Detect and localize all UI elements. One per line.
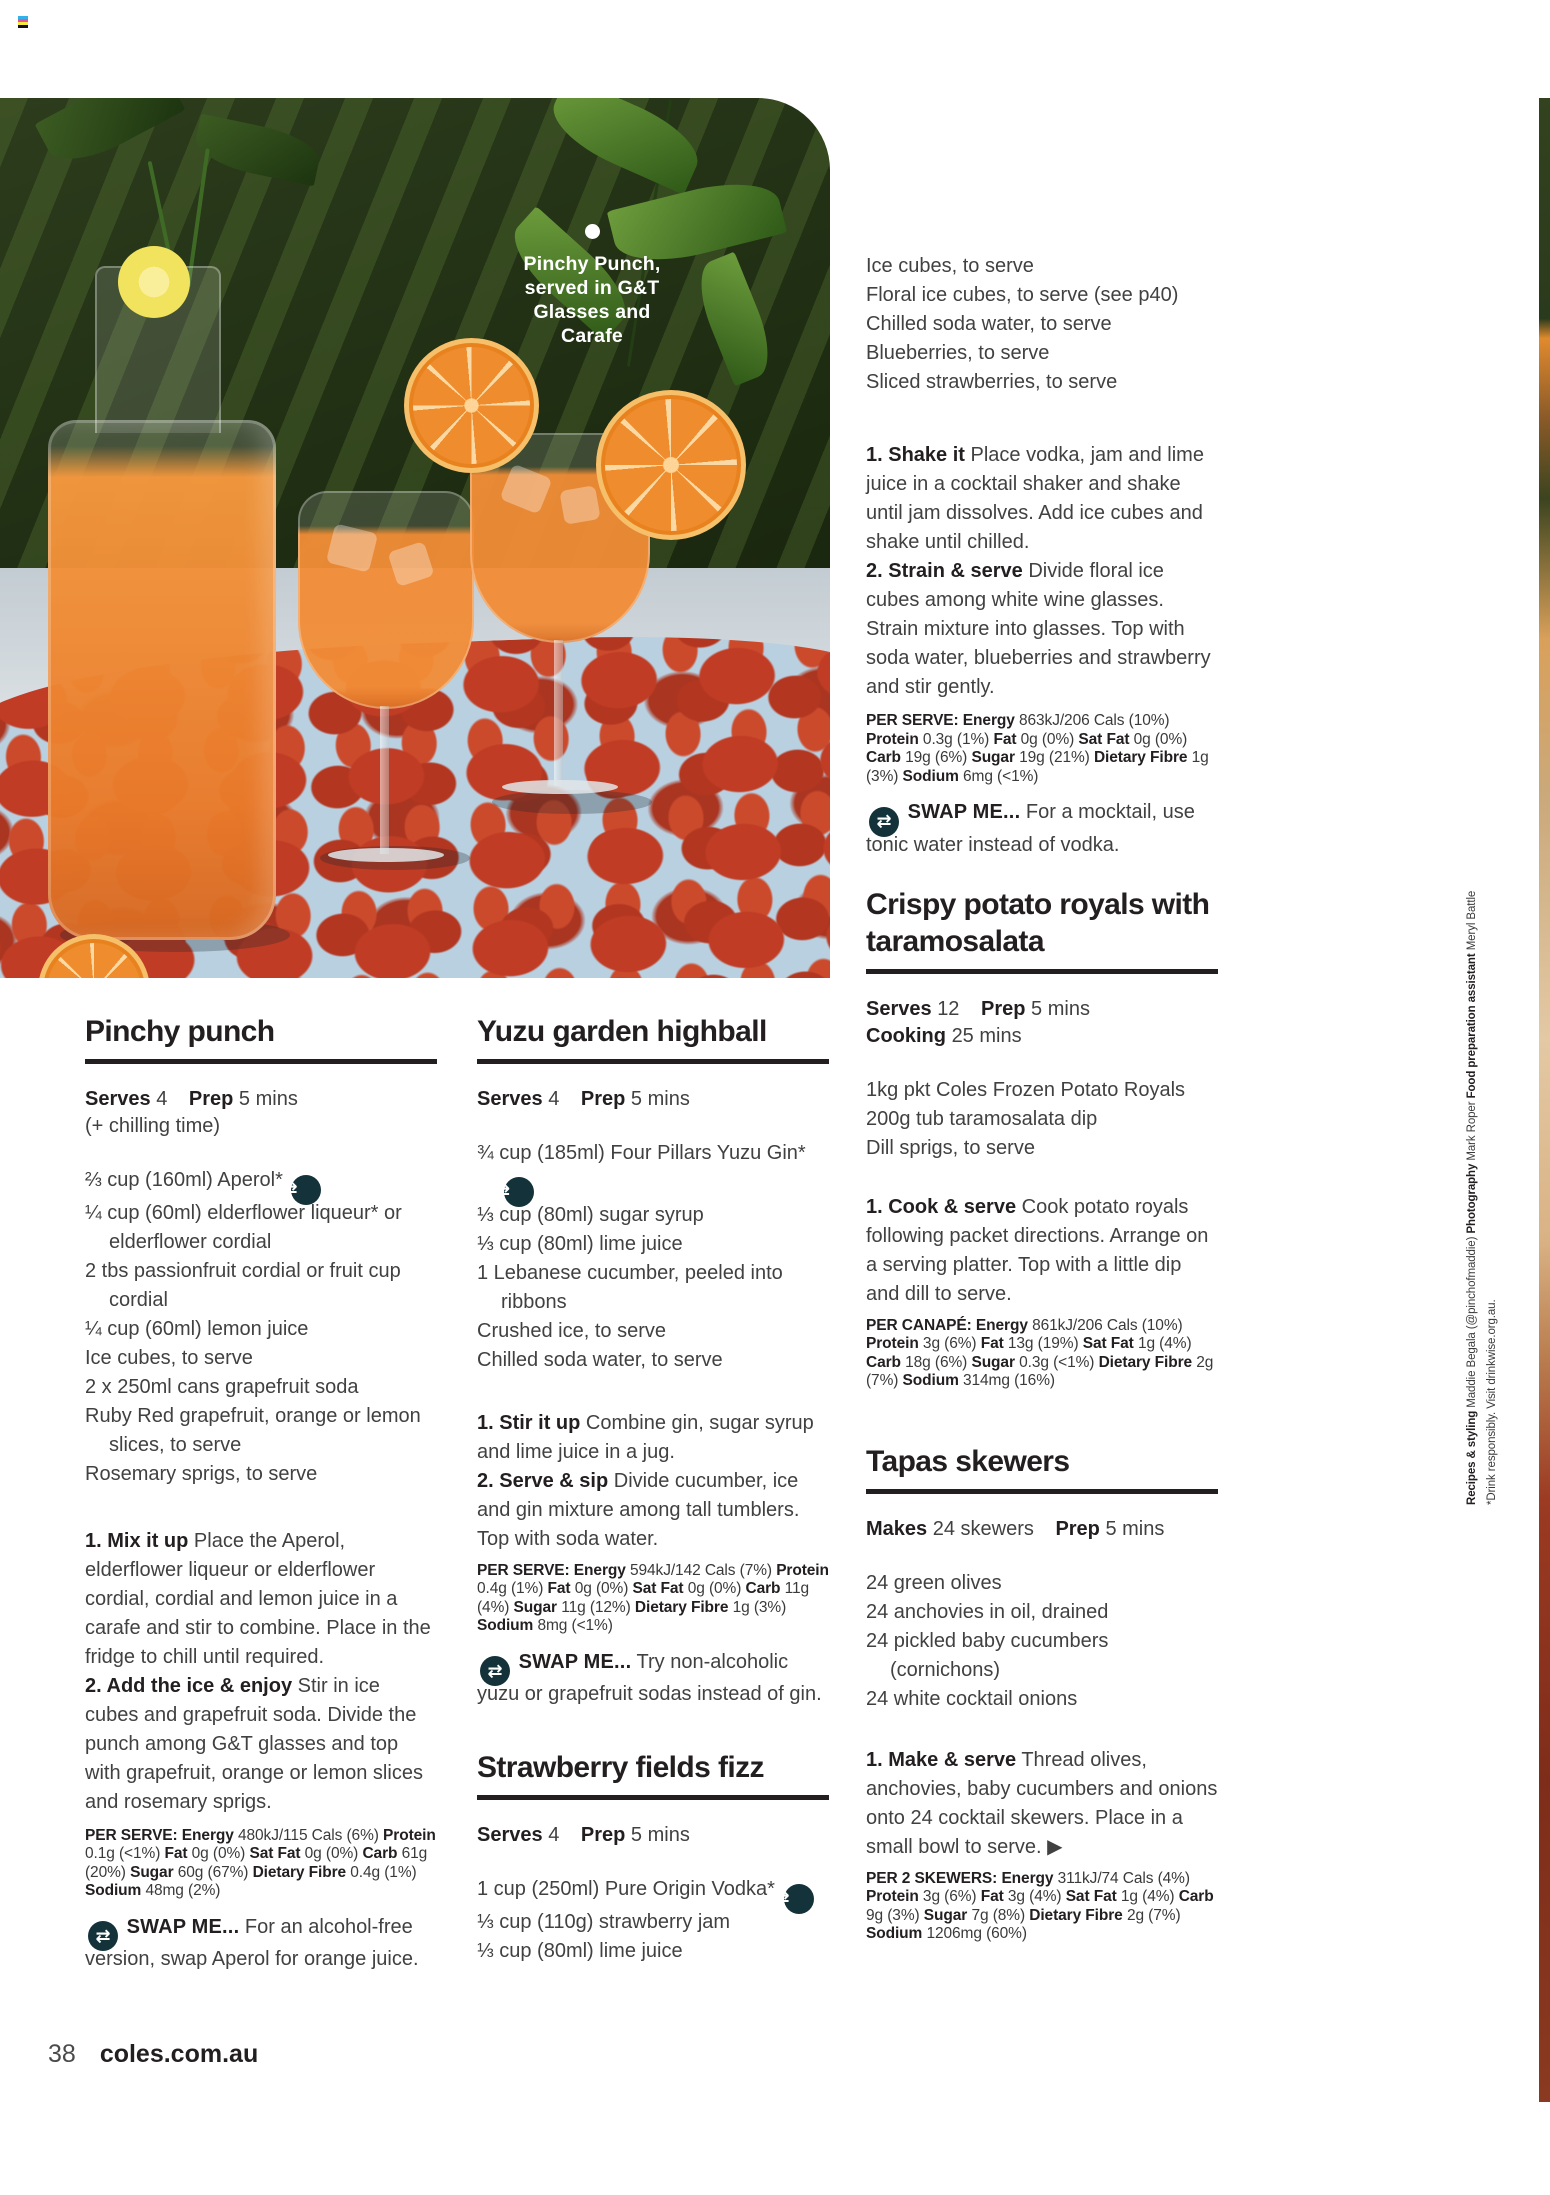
ingredient-text: ⅓ cup (80ml) lime juice [477, 1939, 683, 1962]
nutrition-value: 3g (4%) [1007, 1888, 1062, 1905]
swap-note-pinchy [85, 1913, 437, 1975]
nutrition-label: PER SERVE: Energy [866, 712, 1015, 729]
registration-stripe-black [18, 25, 28, 28]
ingredient [866, 1685, 1218, 1714]
nutrition-label: Sugar [130, 1863, 174, 1881]
nutrition-value: 1g (4%) [1120, 1888, 1175, 1905]
ingredient-text: Chilled soda water, to serve [477, 1348, 723, 1371]
step-text: Place vodka, jam and lime juice in a cocktail shaker and shake until jam dissolves. Add ice cubes and shake until chilled. [866, 444, 1204, 553]
swap-label: SWAP ME... [126, 1915, 240, 1938]
meta-value: 5 mins [238, 1088, 298, 1110]
step-text: Place the Aperol, elderflower liqueur or elderflower cordial, cordial and lemon juice in a carafe and stir to combine. Place in the fridge to chill until required. [85, 1529, 431, 1668]
meta-value: 4 [548, 1088, 560, 1110]
nutrition-label: Sat Fat [1065, 1888, 1117, 1905]
ingredient [866, 252, 1218, 281]
meta-value: 25 mins [951, 1024, 1022, 1047]
credits-vertical [1462, 891, 1502, 1505]
meta-label: Serves [85, 1088, 151, 1110]
ingredient [866, 1105, 1218, 1134]
meta-value: 24 skewers [932, 1517, 1034, 1540]
recipe-title-strawberry: Strawberry fields fizz [477, 1751, 764, 1784]
nutrition-label: Sat Fat [1078, 730, 1130, 748]
ingredient-text: Dill sprigs, to serve [866, 1136, 1035, 1159]
column-middle [477, 1005, 829, 1966]
ingredient [85, 1199, 437, 1257]
swap-icon: ⇄ [291, 1175, 321, 1205]
method-pinchy [85, 1527, 437, 1817]
meta-label: Serves [477, 1088, 543, 1110]
meta-label: Prep [981, 997, 1026, 1020]
nutrition-value: 0g (0%) [1020, 730, 1075, 748]
nutrition-value: 1g (4%) [1137, 1335, 1192, 1352]
meta-value: 5 mins [1031, 997, 1090, 1020]
ingredient-text: Chilled soda water, to serve [866, 313, 1112, 335]
ingredient-text: 24 pickled baby cucumbers (cornichons) [866, 1629, 1109, 1681]
ice-cube [559, 485, 600, 525]
nutrition-value: 0.3g (<1%) [1019, 1353, 1095, 1371]
ingredient-text: 1 Lebanese cucumber, peeled into ribbons [477, 1261, 783, 1313]
ingredient [477, 1908, 829, 1937]
step-lead: 2. Strain & serve [866, 560, 1023, 582]
nutrition-label: Protein [866, 1335, 919, 1352]
ingredient-text: ¼ cup (60ml) elderflower liqueur* or elderflower cordial [85, 1201, 402, 1253]
caption-line: Glasses and [533, 301, 651, 323]
nutrition-value: 19g (21%) [1019, 749, 1090, 766]
ingredient [866, 339, 1218, 368]
carafe-with-punch [48, 420, 276, 940]
nutrition-value: 594kJ/142 Cals (7%) [629, 1561, 772, 1579]
nutrition-value: 3g (6%) [922, 1335, 977, 1352]
ingredient-text: Crushed ice, to serve [477, 1319, 666, 1342]
nutrition-label: Carb [866, 1353, 901, 1371]
section-divider [866, 969, 1218, 974]
nutrition-value: 480kJ/115 Cals (6%) [237, 1826, 379, 1844]
credit-name: Mark Roper [1466, 1101, 1478, 1161]
nutrition-value: 2g (7%) [1126, 1906, 1181, 1924]
nutrition-label: Sodium [866, 1925, 923, 1942]
ingredient-text: Ruby Red grapefruit, orange or lemon slices, to serve [85, 1404, 421, 1456]
nutrition-label: Dietary Fibre [1093, 749, 1188, 766]
nutrition-label: Dietary Fibre [634, 1598, 729, 1616]
caption-dot-icon [585, 224, 600, 239]
caption-line: Pinchy Punch, [523, 253, 661, 275]
drink-responsibly-disclaimer: *Drink responsibly. Visit drinkwise.org.au. [1486, 1299, 1498, 1505]
ingredient [85, 1402, 437, 1460]
photo-caption [478, 224, 706, 348]
nutrition-label: Sodium [85, 1882, 142, 1899]
meta-label: Makes [866, 1517, 928, 1540]
method-step [866, 441, 1218, 557]
ingredient [477, 1937, 829, 1966]
ingredient [866, 281, 1218, 310]
method-step [477, 1409, 829, 1467]
ingredient-text: Floral ice cubes, to serve (see p40) [866, 284, 1179, 306]
swap-text: For a mocktail, use tonic water instead of vodka. [866, 801, 1195, 856]
ingredient [866, 310, 1218, 339]
meta-label: Cooking [866, 1024, 946, 1047]
ingredient-text: 2 x 250ml cans grapefruit soda [85, 1375, 359, 1398]
ingredient-text: Rosemary sprigs, to serve [85, 1462, 318, 1485]
meta-value: 12 [937, 997, 960, 1020]
wine-glass-stem [554, 640, 563, 786]
nutrition-label: Sugar [971, 1353, 1015, 1371]
wine-glass-stem [380, 706, 389, 854]
ingredient-text: Sliced strawberries, to serve [866, 371, 1118, 393]
meta-label: Serves [477, 1824, 543, 1846]
section-divider [477, 1795, 829, 1800]
nutrition-label: Fat [547, 1580, 571, 1597]
section-divider [85, 1059, 437, 1064]
credit-name: Maddie Begala (@pinchofmaddie) [1466, 1236, 1478, 1408]
nutrition-value: 6mg (<1%) [963, 767, 1039, 785]
ingredient [477, 1317, 829, 1346]
ingredient [85, 1257, 437, 1315]
step-lead: 1. Stir it up [477, 1411, 581, 1434]
ingredient-text: 200g tub taramosalata dip [866, 1107, 1098, 1130]
nutrition-label: Sugar [971, 749, 1015, 766]
nutrition-value: 0g (0%) [574, 1580, 629, 1597]
ingredient [866, 1598, 1218, 1627]
wine-glass-base [502, 780, 618, 794]
nutrition-value: 0g (0%) [304, 1845, 359, 1862]
ingredient [85, 1344, 437, 1373]
nutrition-value: 0.4g (1%) [477, 1580, 544, 1597]
caption-line: Carafe [561, 325, 623, 347]
nutrition-label: PER SERVE: Energy [477, 1561, 626, 1579]
print-registration-mark [18, 16, 28, 28]
nutrition-value: 0.1g (<1%) [85, 1845, 161, 1862]
nutrition-value: 0g (0%) [1133, 730, 1188, 748]
nutrition-label: Sodium [902, 1372, 959, 1389]
wine-glass-base [328, 848, 444, 862]
nutrition-value: 0.3g (1%) [922, 730, 990, 748]
nutrition-label: Sodium [902, 767, 959, 785]
swap-icon: ⇄ [869, 807, 899, 837]
recipe-meta-yuzu [477, 1086, 829, 1113]
meta-value: 5 mins [1105, 1517, 1165, 1540]
nutrition-crispy [866, 1317, 1218, 1391]
ingredient-text: ¾ cup (185ml) Four Pillars Yuzu Gin* [477, 1142, 806, 1164]
ingredient-list-pinchy [85, 1166, 437, 1489]
nutrition-label: Carb [866, 749, 901, 766]
ingredient-text: ⅓ cup (110g) strawberry jam [477, 1910, 731, 1933]
ingredient [85, 1460, 437, 1489]
nutrition-label: Sugar [513, 1598, 557, 1616]
nutrition-strawberry [866, 712, 1218, 786]
credit-name: Meryl Battle [1466, 890, 1478, 951]
step-lead: 1. Shake it [866, 444, 965, 466]
credit-role: Recipes & styling [1466, 1410, 1478, 1505]
nutrition-label: Dietary Fibre [252, 1863, 347, 1881]
ingredient [866, 1076, 1218, 1105]
nutrition-label: Protein [776, 1561, 829, 1579]
ingredient-text: 2 tbs passionfruit cordial or fruit cup cordial [85, 1259, 401, 1311]
step-lead: 2. Serve & sip [477, 1469, 609, 1492]
method-step [866, 1746, 1218, 1862]
method-strawberry [866, 441, 1218, 702]
nutrition-label: Sugar [923, 1906, 968, 1924]
nutrition-value: 0g (0%) [687, 1580, 742, 1597]
nutrition-label: Sat Fat [1082, 1335, 1134, 1352]
step-text: Thread olives, anchovies, baby cucumbers and onions onto 24 cocktail skewers. Place in a small bowl to serve. ▶ [866, 1748, 1218, 1858]
nutrition-label: Fat [980, 1335, 1004, 1352]
nutrition-value: 863kJ/206 Cals (10%) [1018, 712, 1170, 729]
ingredient-text: 1kg pkt Coles Frozen Potato Royals [866, 1078, 1186, 1101]
nutrition-value: 0.4g (1%) [350, 1863, 417, 1881]
nutrition-value: 2g (7%) [866, 1353, 1214, 1389]
nutrition-label: Protein [383, 1826, 436, 1844]
nutrition-value: 1g (3%) [732, 1598, 787, 1616]
nutrition-value: 19g (6%) [905, 749, 968, 766]
page-edge-photo-bleed [1539, 98, 1550, 2102]
ingredient [866, 1627, 1218, 1685]
ingredient [477, 1346, 829, 1375]
ingredient [477, 1875, 829, 1908]
ingredient-text: 24 green olives [866, 1571, 1002, 1594]
ingredient-text: ⅔ cup (160ml) Aperol* [85, 1169, 283, 1191]
ingredient [85, 1373, 437, 1402]
method-crispy [866, 1193, 1218, 1309]
nutrition-label: Sodium [477, 1617, 534, 1634]
nutrition-value: 11g (4%) [477, 1580, 810, 1616]
method-step [477, 1467, 829, 1554]
ingredient-text: ⅓ cup (80ml) sugar syrup [477, 1203, 704, 1226]
recipe-title-crispy: Crispy potato royals with taramosalata [866, 887, 1210, 958]
swap-icon: ⇄ [784, 1884, 814, 1914]
nutrition-tapas [866, 1870, 1218, 1944]
meta-label: Prep [188, 1088, 234, 1110]
swap-note-strawberry [866, 798, 1218, 860]
ingredient-text: ⅓ cup (80ml) lime juice [477, 1232, 683, 1255]
nutrition-label: Fat [980, 1888, 1004, 1905]
recipe-meta-pinchy [85, 1086, 437, 1113]
nutrition-value: 1g (3%) [866, 749, 1209, 785]
nutrition-label: Carb [745, 1580, 781, 1597]
ingredient-list-crispy [866, 1076, 1218, 1163]
ingredient-text: 1 cup (250ml) Pure Origin Vodka* [477, 1878, 775, 1900]
hero-photo [0, 98, 830, 978]
step-text: Stir in ice cubes and grapefruit soda. Divide the punch among G&T glasses and top with grapefruit, orange or lemon slices and rosemary sprigs. [85, 1674, 423, 1813]
recipe-title-pinchy: Pinchy punch [85, 1015, 275, 1048]
nutrition-value: 3g (6%) [922, 1888, 977, 1905]
recipe-meta-crispy [866, 996, 1218, 1023]
ingredient [477, 1139, 829, 1201]
method-step [85, 1527, 437, 1672]
meta-label: Prep [580, 1088, 626, 1110]
wine-glass-bowl [298, 491, 474, 709]
nutrition-value: 1206mg (60%) [926, 1925, 1027, 1942]
leaf [191, 114, 323, 187]
column-right [866, 252, 1218, 1944]
nutrition-value: 8mg (<1%) [537, 1617, 613, 1634]
caption-line: served in G&T [524, 277, 660, 299]
nutrition-label: Fat [164, 1845, 188, 1862]
nutrition-label: Dietary Fibre [1098, 1353, 1193, 1371]
nutrition-pinchy [85, 1827, 437, 1901]
nutrition-label: Sat Fat [632, 1580, 684, 1597]
meta-label: Serves [866, 997, 932, 1020]
nutrition-label: Dietary Fibre [1029, 1906, 1123, 1924]
nutrition-value: 314mg (16%) [963, 1372, 1055, 1389]
nutrition-label: Protein [866, 730, 919, 748]
nutrition-yuzu [477, 1562, 829, 1636]
recipe-meta-strawberry [477, 1822, 829, 1849]
leaf [35, 98, 186, 175]
nutrition-value: 9g (3%) [866, 1906, 920, 1924]
section-divider [866, 1489, 1218, 1494]
credit-role: Photography [1466, 1163, 1478, 1234]
meta-value: 5 mins [630, 1088, 690, 1110]
swap-text: Try non-alcoholic yuzu or grapefruit sodas instead of gin. [477, 1650, 822, 1705]
recipe-meta-note: (+ chilling time) [85, 1115, 221, 1137]
meta-value: 5 mins [630, 1824, 690, 1846]
ingredient [477, 1259, 829, 1317]
nutrition-label: Carb [1178, 1888, 1214, 1905]
recipe-title-yuzu: Yuzu garden highball [477, 1015, 767, 1048]
footer-site-url: coles.com.au [99, 2040, 259, 2068]
meta-value: 4 [156, 1088, 168, 1110]
swap-label: SWAP ME... [907, 801, 1021, 823]
step-text: Cook potato royals following packet directions. Arrange on a serving platter. Top with a little dip and dill to serve. [866, 1195, 1209, 1305]
nutrition-label: Sat Fat [249, 1845, 301, 1862]
method-tapas [866, 1746, 1218, 1862]
nutrition-label: PER SERVE: Energy [85, 1826, 234, 1844]
step-text: Divide cucumber, ice and gin mixture among tall tumblers. Top with soda water. [477, 1469, 800, 1550]
swap-note-yuzu [477, 1648, 829, 1710]
ingredient [866, 368, 1218, 397]
nutrition-value: 13g (19%) [1007, 1335, 1079, 1352]
nutrition-value: 7g (8%) [971, 1906, 1026, 1924]
ingredient-list-yuzu [477, 1139, 829, 1375]
page-footer [48, 2040, 258, 2069]
page-number: 38 [48, 2040, 76, 2068]
ingredient-list-strawberry-cont [866, 252, 1218, 397]
ingredient-text: Blueberries, to serve [866, 342, 1050, 364]
nutrition-value: 61g (20%) [85, 1845, 428, 1881]
swap-icon: ⇄ [88, 1921, 118, 1951]
section-divider [477, 1059, 829, 1064]
recipe-meta-tapas [866, 1516, 1218, 1543]
ingredient [85, 1315, 437, 1344]
ingredient-list-strawberry [477, 1875, 829, 1966]
lemon-wheel [118, 246, 190, 318]
method-yuzu [477, 1409, 829, 1554]
ingredient [866, 1134, 1218, 1163]
nutrition-value: 60g (67%) [177, 1863, 249, 1881]
meta-label: Prep [1055, 1517, 1100, 1540]
nutrition-value: 11g (12%) [561, 1598, 631, 1616]
ingredient [477, 1201, 829, 1230]
swap-icon: ⇄ [504, 1177, 534, 1207]
swap-icon: ⇄ [480, 1656, 510, 1686]
nutrition-label: Protein [866, 1888, 919, 1905]
ingredient-text: 24 anchovies in oil, drained [866, 1600, 1109, 1623]
meta-value: 4 [548, 1824, 560, 1846]
step-lead: 1. Make & serve [866, 1748, 1017, 1771]
recipe-meta-crispy-cooking [866, 1023, 1218, 1050]
method-step [866, 1193, 1218, 1309]
meta-label: Prep [580, 1824, 626, 1846]
step-text: Divide floral ice cubes among white wine glasses. Strain mixture into glasses. Top with soda water, blueberries and strawberry and stir gently. [866, 560, 1211, 698]
orange-slice-garnish [596, 390, 746, 540]
step-lead: 2. Add the ice & enjoy [85, 1674, 293, 1697]
credits-line [1462, 891, 1482, 1505]
ingredient [866, 1569, 1218, 1598]
swap-label: SWAP ME... [518, 1650, 632, 1673]
nutrition-label: Carb [362, 1845, 398, 1862]
ingredient [85, 1166, 437, 1199]
method-step [85, 1672, 437, 1817]
nutrition-label: PER CANAPÉ: Energy [866, 1316, 1028, 1334]
ingredient-text: 24 white cocktail onions [866, 1687, 1078, 1710]
step-lead: 1. Mix it up [85, 1529, 189, 1552]
nutrition-value: 861kJ/206 Cals (10%) [1032, 1316, 1183, 1334]
ingredient-text: Ice cubes, to serve [866, 255, 1034, 277]
leaf [542, 98, 709, 195]
swap-text: For an alcohol-free version, swap Aperol for orange juice. [85, 1915, 419, 1970]
ingredient [477, 1230, 829, 1259]
nutrition-label: Fat [993, 730, 1017, 748]
credit-role: Food preparation assistant [1466, 953, 1478, 1099]
nutrition-value: 311kJ/74 Cals (4%) [1057, 1869, 1190, 1887]
ingredient-text: Ice cubes, to serve [85, 1346, 253, 1369]
column-left [85, 1005, 437, 1974]
method-step [866, 557, 1218, 702]
ingredient-list-tapas [866, 1569, 1218, 1714]
recipe-title-tapas: Tapas skewers [866, 1444, 1070, 1478]
nutrition-label: PER 2 SKEWERS: Energy [866, 1869, 1054, 1887]
orange-half [404, 338, 539, 473]
ingredient-text: ¼ cup (60ml) lemon juice [85, 1317, 309, 1340]
nutrition-value: 0g (0%) [191, 1845, 246, 1862]
nutrition-value: 18g (6%) [905, 1353, 968, 1371]
step-lead: 1. Cook & serve [866, 1195, 1017, 1218]
step-text: Combine gin, sugar syrup and lime juice in a jug. [477, 1411, 814, 1463]
nutrition-value: 48mg (2%) [145, 1882, 221, 1899]
